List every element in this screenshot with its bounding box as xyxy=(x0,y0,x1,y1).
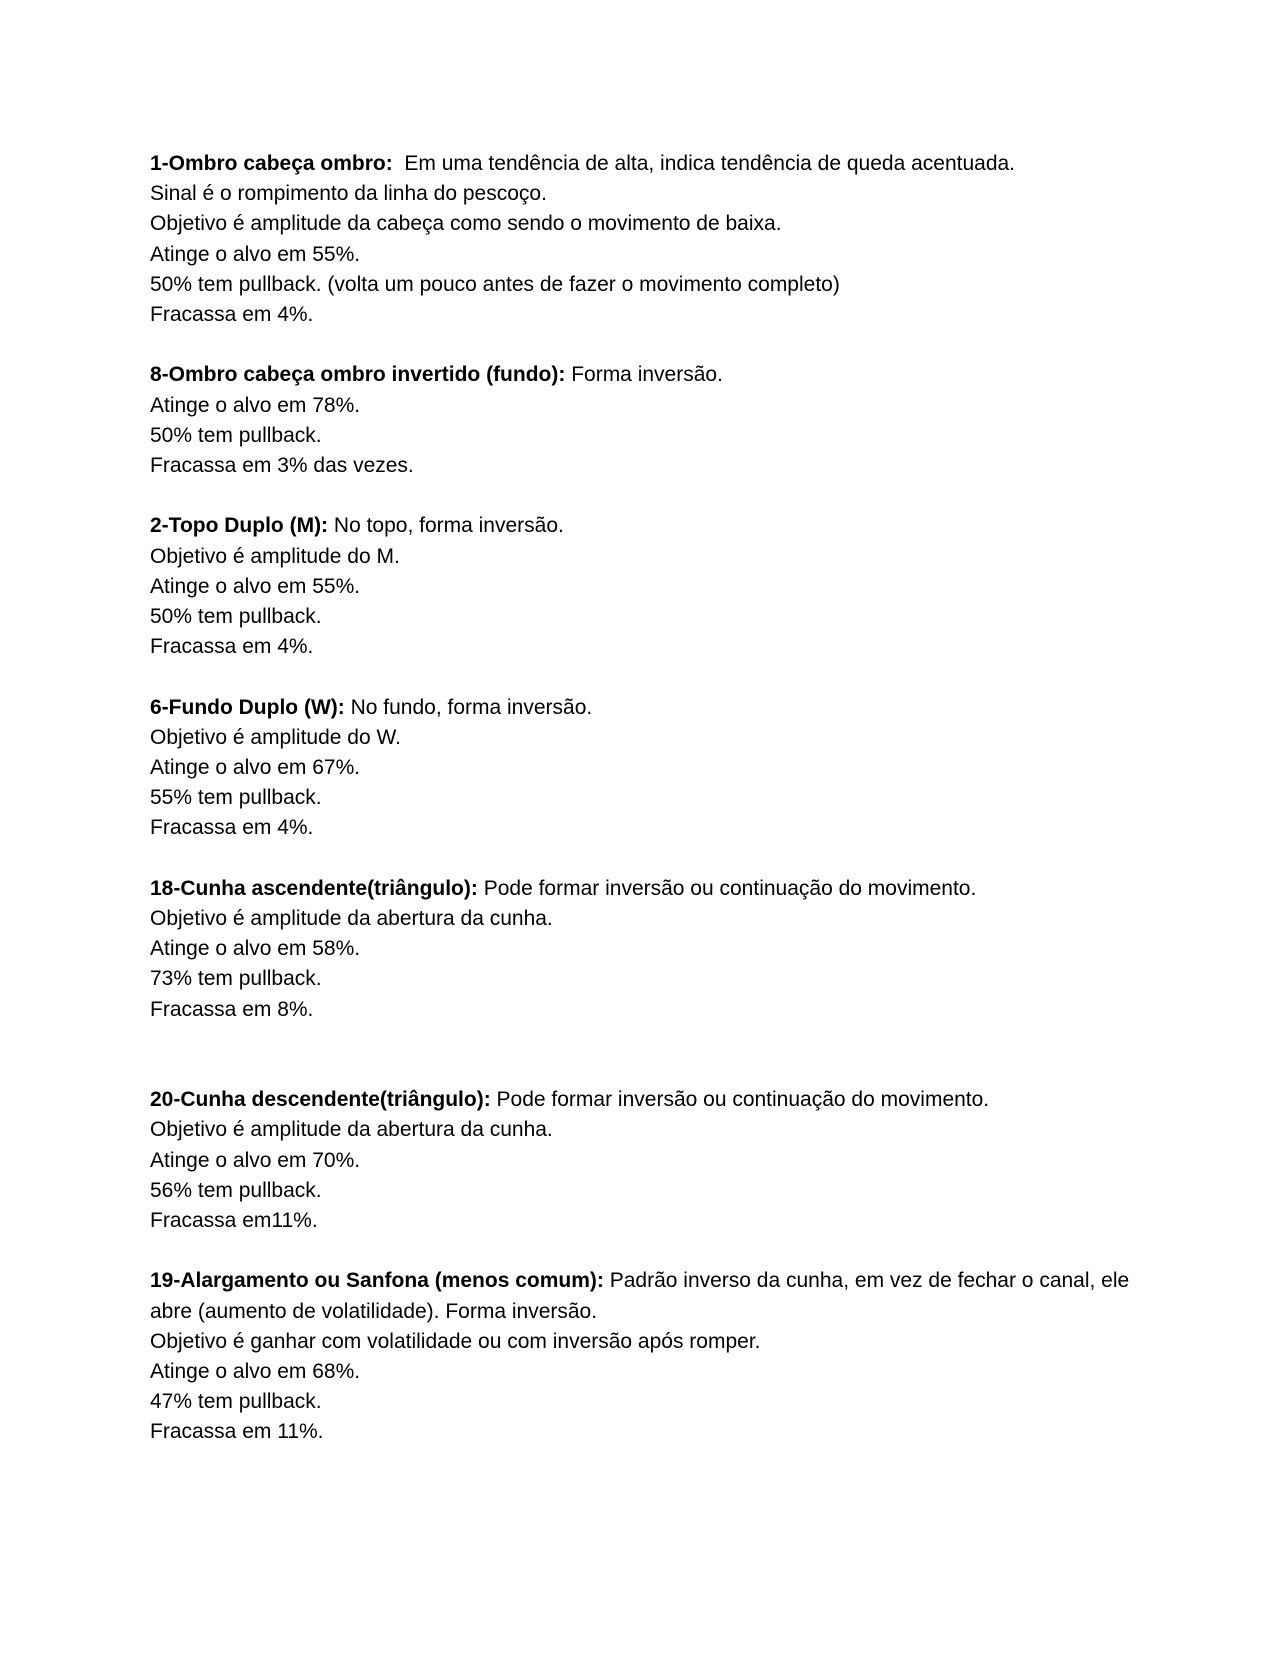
section-intro: No fundo, forma inversão. xyxy=(344,695,593,719)
section-heading: 20-Cunha descendente(triângulo): xyxy=(150,1088,491,1112)
section-line: Atinge o alvo em 67%. xyxy=(150,756,361,780)
document-body xyxy=(150,149,1130,1478)
section-fundo-duplo xyxy=(150,693,1130,844)
section-line: Objetivo é amplitude da abertura da cunha. xyxy=(150,907,553,931)
section-line: Atinge o alvo em 78%. xyxy=(150,393,361,417)
section-intro: Em uma tendência de alta, indica tendência de queda acentuada. xyxy=(392,152,1016,175)
section-line: 56% tem pullback. xyxy=(150,1178,322,1202)
section-line: Fracassa em 8%. xyxy=(150,997,314,1021)
section-cunha-descendente xyxy=(150,1085,1130,1236)
section-line: 50% tem pullback. xyxy=(150,423,322,447)
section-ombro-cabeca-ombro-invertido xyxy=(150,360,1130,481)
section-intro: Pode formar inversão ou continuação do movimento. xyxy=(490,1088,990,1112)
section-line: Fracassa em 4%. xyxy=(150,635,314,659)
section-line: Objetivo é amplitude da cabeça como sendo o movimento de baixa. xyxy=(150,212,782,236)
section-heading: 1-Ombro cabeça ombro: xyxy=(150,152,393,175)
section-intro: Forma inversão. xyxy=(565,363,723,387)
section-intro: Padrão inverso da cunha, em vez de fechar o canal, ele abre (aumento de volatilidade). Forma inversão. xyxy=(150,1269,1130,1323)
section-line: Fracassa em 3% das vezes. xyxy=(150,454,414,478)
section-line: Sinal é o rompimento da linha do pescoço. xyxy=(150,182,547,206)
section-first-line xyxy=(150,149,1130,179)
section-intro: No topo, forma inversão. xyxy=(328,514,564,538)
section-line: Fracassa em11%. xyxy=(150,1209,318,1233)
section-line: 73% tem pullback. xyxy=(150,967,322,991)
section-line: Atinge o alvo em 70%. xyxy=(150,1148,361,1172)
section-heading: 6-Fundo Duplo (W): xyxy=(150,695,345,719)
section-line: Fracassa em 4%. xyxy=(150,303,314,327)
section-alargamento-sanfona xyxy=(150,1266,1130,1447)
section-cunha-ascendente xyxy=(150,874,1130,1025)
section-line: Atinge o alvo em 55%. xyxy=(150,574,361,598)
section-topo-duplo xyxy=(150,511,1130,662)
section-first-line xyxy=(150,1266,1130,1326)
section-line: 50% tem pullback. xyxy=(150,605,322,629)
section-line: Objetivo é amplitude da abertura da cunha. xyxy=(150,1118,553,1142)
section-intro: Pode formar inversão ou continuação do movimento. xyxy=(477,876,977,900)
section-first-line xyxy=(150,360,1130,390)
section-line: Fracassa em 11%. xyxy=(150,1420,324,1444)
section-line: 55% tem pullback. xyxy=(150,786,322,810)
section-first-line xyxy=(150,874,1130,904)
section-line: Objetivo é amplitude do M. xyxy=(150,544,400,568)
section-first-line xyxy=(150,1085,1130,1115)
section-first-line xyxy=(150,511,1130,541)
section-heading: 18-Cunha ascendente(triângulo): xyxy=(150,876,478,900)
section-ombro-cabeca-ombro xyxy=(150,149,1130,330)
section-line: Atinge o alvo em 68%. xyxy=(150,1360,361,1384)
section-line: 50% tem pullback. (volta um pouco antes de fazer o movimento completo) xyxy=(150,272,840,296)
section-line: Atinge o alvo em 55%. xyxy=(150,242,361,266)
section-heading: 8-Ombro cabeça ombro invertido (fundo): xyxy=(150,363,566,387)
section-line: 47% tem pullback. xyxy=(150,1390,322,1414)
section-line: Atinge o alvo em 58%. xyxy=(150,937,361,961)
section-line: Objetivo é ganhar com volatilidade ou com inversão após romper. xyxy=(150,1329,761,1353)
section-line: Objetivo é amplitude do W. xyxy=(150,725,401,749)
section-first-line xyxy=(150,693,1130,723)
section-heading: 19-Alargamento ou Sanfona (menos comum): xyxy=(150,1269,604,1293)
section-line: Fracassa em 4%. xyxy=(150,816,314,840)
section-heading: 2-Topo Duplo (M): xyxy=(150,514,329,538)
